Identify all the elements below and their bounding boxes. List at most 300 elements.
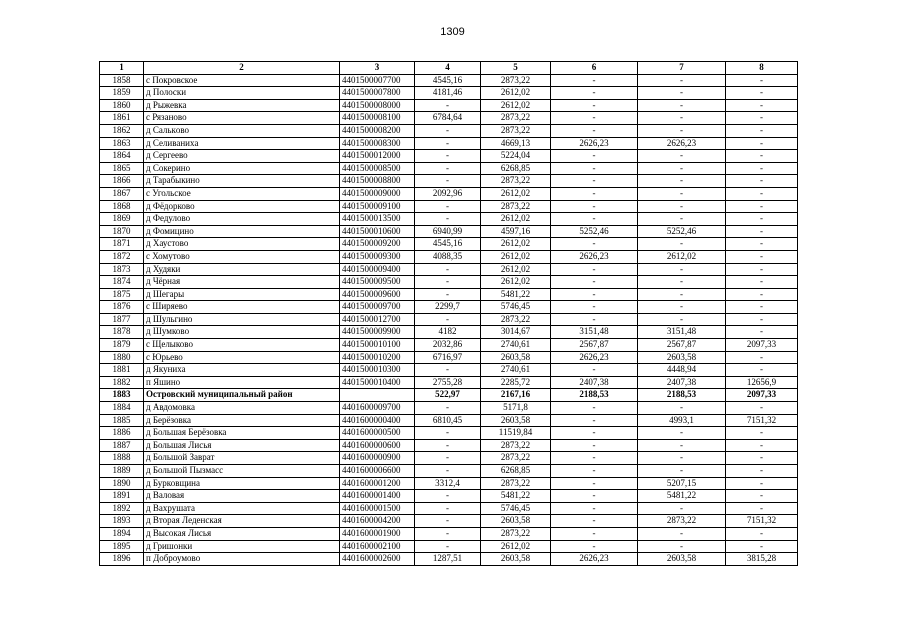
table-cell: 5171,8	[481, 402, 551, 415]
table-cell: 4401600001900	[340, 527, 415, 540]
table-cell: -	[551, 364, 638, 377]
table-cell: 2167,16	[481, 389, 551, 402]
table-row	[100, 124, 798, 137]
table-cell: 1872	[100, 250, 144, 263]
table-cell: 7151,32	[726, 414, 798, 427]
column-header: 3	[340, 62, 415, 75]
table-cell: -	[638, 187, 726, 200]
table-cell: -	[551, 313, 638, 326]
table-cell: 2188,53	[551, 389, 638, 402]
table-cell: с Рязаново	[144, 112, 340, 125]
table-cell: д Шульгино	[144, 313, 340, 326]
table-cell: д Якуниха	[144, 364, 340, 377]
table-cell: 2626,23	[551, 351, 638, 364]
table-cell: п Доброумово	[144, 553, 340, 566]
table-cell: 1876	[100, 301, 144, 314]
table-cell: -	[551, 540, 638, 553]
table-cell: с Юрьево	[144, 351, 340, 364]
table-cell: д Вахрушата	[144, 502, 340, 515]
table-row	[100, 326, 798, 339]
table-cell: -	[551, 402, 638, 415]
table-cell: 1878	[100, 326, 144, 339]
table-row	[100, 502, 798, 515]
table-cell: -	[415, 439, 481, 452]
table-cell: д Федулово	[144, 213, 340, 226]
table-cell: 1896	[100, 553, 144, 566]
table-cell: д Гришонки	[144, 540, 340, 553]
table-cell: 1866	[100, 175, 144, 188]
table-cell: 2603,58	[638, 553, 726, 566]
table-cell: -	[415, 99, 481, 112]
table-cell: 1865	[100, 162, 144, 175]
table-cell: 4401600001200	[340, 477, 415, 490]
table-cell: 4401600000400	[340, 414, 415, 427]
table-cell: -	[551, 276, 638, 289]
table-cell: 2612,02	[481, 213, 551, 226]
table-cell: -	[415, 490, 481, 503]
table-cell: 2873,22	[481, 175, 551, 188]
table-cell: -	[415, 263, 481, 276]
table-cell: 4401500010300	[340, 364, 415, 377]
table-cell: -	[551, 187, 638, 200]
table-cell: -	[551, 213, 638, 226]
table-cell: 1895	[100, 540, 144, 553]
table-row	[100, 427, 798, 440]
table-cell: 1863	[100, 137, 144, 150]
table-cell: -	[726, 187, 798, 200]
table-cell: -	[638, 465, 726, 478]
table-cell: 1891	[100, 490, 144, 503]
table-cell: -	[726, 276, 798, 289]
table-cell: 4182	[415, 326, 481, 339]
table-cell: 2873,22	[638, 515, 726, 528]
table-cell: -	[551, 465, 638, 478]
table-cell: 6940,99	[415, 225, 481, 238]
table-row	[100, 213, 798, 226]
table-cell: -	[551, 263, 638, 276]
table-cell: Островский муниципальный район	[144, 389, 340, 402]
table-row	[100, 313, 798, 326]
table-cell: д Салькoво	[144, 124, 340, 137]
table-cell: 1880	[100, 351, 144, 364]
table-cell: -	[415, 427, 481, 440]
table-cell: 5746,45	[481, 502, 551, 515]
table-cell: 522,97	[415, 389, 481, 402]
table-cell: д Чёрная	[144, 276, 340, 289]
table-cell: 2740,61	[481, 339, 551, 352]
table-row	[100, 87, 798, 100]
table-cell: 4401500009600	[340, 288, 415, 301]
table-cell: -	[638, 288, 726, 301]
table-cell: 4401500012700	[340, 313, 415, 326]
table-cell: 2612,02	[481, 187, 551, 200]
table-cell: -	[551, 452, 638, 465]
table-cell: 2873,22	[481, 477, 551, 490]
table-cell: 4401500008100	[340, 112, 415, 125]
table-cell: 4401500007700	[340, 74, 415, 87]
table-cell: 4401500008200	[340, 124, 415, 137]
table-cell: 1887	[100, 439, 144, 452]
table-cell: с Щелыково	[144, 339, 340, 352]
table-cell: -	[726, 225, 798, 238]
table-cell: -	[638, 112, 726, 125]
table-cell: 4401600004200	[340, 515, 415, 528]
table-cell: 1287,51	[415, 553, 481, 566]
table-cell: 2612,02	[481, 276, 551, 289]
table-cell: 1874	[100, 276, 144, 289]
table-cell: 4401500007800	[340, 87, 415, 100]
table-cell: д Хаустово	[144, 238, 340, 251]
table-row	[100, 477, 798, 490]
table-row	[100, 540, 798, 553]
table-cell: д Рыжевка	[144, 99, 340, 112]
table-cell: -	[726, 112, 798, 125]
table-cell: 4993,1	[638, 414, 726, 427]
table-cell: 4545,16	[415, 74, 481, 87]
table-cell: -	[551, 99, 638, 112]
table-row	[100, 238, 798, 251]
table-cell	[340, 389, 415, 402]
table-cell: 5481,22	[481, 490, 551, 503]
table-cell: -	[638, 439, 726, 452]
table-cell: 12656,9	[726, 376, 798, 389]
table-cell: 2612,02	[481, 87, 551, 100]
column-header: 4	[415, 62, 481, 75]
table-cell: 3151,48	[638, 326, 726, 339]
table-cell: -	[638, 313, 726, 326]
table-cell: 4401500010100	[340, 339, 415, 352]
table-cell: с Покровское	[144, 74, 340, 87]
table-cell: 1860	[100, 99, 144, 112]
table-cell: 5481,22	[638, 490, 726, 503]
table-cell: 1861	[100, 112, 144, 125]
table-row	[100, 225, 798, 238]
table-row	[100, 402, 798, 415]
table-cell: -	[726, 351, 798, 364]
table-cell: -	[726, 477, 798, 490]
table-cell: 1869	[100, 213, 144, 226]
table-cell: -	[726, 200, 798, 213]
table-cell: -	[638, 175, 726, 188]
column-header: 2	[144, 62, 340, 75]
table-cell: д Валовая	[144, 490, 340, 503]
table-cell: -	[551, 150, 638, 163]
table-cell: -	[726, 326, 798, 339]
table-cell: 2407,38	[551, 376, 638, 389]
table-cell: -	[726, 452, 798, 465]
table-row	[100, 150, 798, 163]
table-cell: 2873,22	[481, 124, 551, 137]
table-cell: 3312,4	[415, 477, 481, 490]
table-cell: 1881	[100, 364, 144, 377]
table-cell: -	[415, 515, 481, 528]
table-cell: 1892	[100, 502, 144, 515]
table-cell: 4597,16	[481, 225, 551, 238]
table-cell: 5252,46	[638, 225, 726, 238]
table-cell: 2285,72	[481, 376, 551, 389]
table-cell: 5481,22	[481, 288, 551, 301]
table-cell: -	[415, 288, 481, 301]
table-cell: 1871	[100, 238, 144, 251]
table-cell: -	[638, 213, 726, 226]
table-row	[100, 301, 798, 314]
table-cell: 2603,58	[481, 414, 551, 427]
table-cell: -	[638, 87, 726, 100]
table-cell: 4401500010400	[340, 376, 415, 389]
table-cell: 7151,32	[726, 515, 798, 528]
table-cell: -	[415, 402, 481, 415]
table-cell: 5252,46	[551, 225, 638, 238]
table-cell: -	[415, 364, 481, 377]
table-cell: -	[638, 540, 726, 553]
table-cell: 4401600001500	[340, 502, 415, 515]
table-cell: д Полоски	[144, 87, 340, 100]
table-cell: -	[638, 402, 726, 415]
table-cell: -	[415, 213, 481, 226]
table-cell: 2612,02	[638, 250, 726, 263]
table-cell: -	[415, 465, 481, 478]
table-cell: 1867	[100, 187, 144, 200]
table-row	[100, 175, 798, 188]
table-cell: д Тарабыкино	[144, 175, 340, 188]
table-cell: 2603,58	[481, 553, 551, 566]
table-cell: -	[551, 124, 638, 137]
table-row	[100, 250, 798, 263]
table-cell: -	[726, 288, 798, 301]
table-cell: д Большой Заврат	[144, 452, 340, 465]
table-cell: -	[415, 162, 481, 175]
table-cell: 6268,85	[481, 162, 551, 175]
table-cell: 3815,28	[726, 553, 798, 566]
table-cell: -	[726, 439, 798, 452]
table-cell: д Худяки	[144, 263, 340, 276]
table-cell: -	[551, 527, 638, 540]
table-cell: д Большой Пызмасс	[144, 465, 340, 478]
table-cell: п Яшино	[144, 376, 340, 389]
table-cell: 1889	[100, 465, 144, 478]
table-cell: -	[726, 124, 798, 137]
table-cell: 6784,64	[415, 112, 481, 125]
table-cell: -	[551, 74, 638, 87]
data-table	[99, 61, 798, 566]
table-row	[100, 414, 798, 427]
table-cell: -	[638, 238, 726, 251]
table-cell: -	[638, 150, 726, 163]
table-cell: д Бурковщина	[144, 477, 340, 490]
table-cell: 3151,48	[551, 326, 638, 339]
table-cell: 1893	[100, 515, 144, 528]
table-cell: -	[415, 540, 481, 553]
table-cell: 2097,33	[726, 339, 798, 352]
table-cell: -	[551, 87, 638, 100]
table-row	[100, 490, 798, 503]
column-header: 1	[100, 62, 144, 75]
table-cell: -	[726, 137, 798, 150]
table-cell: 6716,97	[415, 351, 481, 364]
table-row	[100, 452, 798, 465]
table-cell: 4401500008800	[340, 175, 415, 188]
table-cell: 1862	[100, 124, 144, 137]
table-row	[100, 376, 798, 389]
table-row	[100, 339, 798, 352]
table-cell: 4401500008300	[340, 137, 415, 150]
table-cell: -	[726, 402, 798, 415]
table-cell: 2755,28	[415, 376, 481, 389]
table-cell: -	[726, 250, 798, 263]
table-cell: 2740,61	[481, 364, 551, 377]
table-body	[100, 74, 798, 565]
table-cell: 2567,87	[551, 339, 638, 352]
table-cell: д Шегары	[144, 288, 340, 301]
table-row	[100, 162, 798, 175]
table-cell: -	[726, 313, 798, 326]
table-cell: 4401600001400	[340, 490, 415, 503]
table-cell: с Угольское	[144, 187, 340, 200]
header-row	[100, 62, 798, 75]
table-cell: -	[638, 452, 726, 465]
table-cell: 1890	[100, 477, 144, 490]
table-cell: -	[726, 364, 798, 377]
table-cell: 1864	[100, 150, 144, 163]
table-cell: 2873,22	[481, 452, 551, 465]
table-cell: -	[726, 490, 798, 503]
table-cell: 2188,53	[638, 389, 726, 402]
table-cell: 4401600006600	[340, 465, 415, 478]
table-cell: 5746,45	[481, 301, 551, 314]
table-row	[100, 137, 798, 150]
table-cell: 4545,16	[415, 238, 481, 251]
table-cell: 2612,02	[481, 540, 551, 553]
table-cell: 1868	[100, 200, 144, 213]
table-cell: 2873,22	[481, 439, 551, 452]
table-cell: 4401500009700	[340, 301, 415, 314]
table-cell: -	[726, 238, 798, 251]
table-cell: 2567,87	[638, 339, 726, 352]
table-cell: 1886	[100, 427, 144, 440]
table-row	[100, 389, 798, 402]
table-cell: д Шумково	[144, 326, 340, 339]
table-cell: 2407,38	[638, 376, 726, 389]
table-cell: -	[726, 162, 798, 175]
table-cell: 4401500008500	[340, 162, 415, 175]
table-cell: 4401600009700	[340, 402, 415, 415]
table-row	[100, 288, 798, 301]
table-row	[100, 263, 798, 276]
table-row	[100, 439, 798, 452]
table-cell: 1870	[100, 225, 144, 238]
table-cell: -	[551, 238, 638, 251]
table-cell: 2873,22	[481, 74, 551, 87]
table-cell: -	[551, 112, 638, 125]
table-cell: 6810,45	[415, 414, 481, 427]
table-cell: 1859	[100, 87, 144, 100]
column-header: 6	[551, 62, 638, 75]
table-cell: 2097,33	[726, 389, 798, 402]
table-cell: -	[638, 74, 726, 87]
table-cell: 1882	[100, 376, 144, 389]
table-cell: -	[726, 263, 798, 276]
table-cell: -	[638, 427, 726, 440]
table-cell: 2603,58	[638, 351, 726, 364]
table-cell: д Фёдорково	[144, 200, 340, 213]
table-row	[100, 515, 798, 528]
table-row	[100, 112, 798, 125]
table-cell: 11519,84	[481, 427, 551, 440]
table-row	[100, 527, 798, 540]
table-cell: 4401600000600	[340, 439, 415, 452]
table-cell: -	[726, 502, 798, 515]
table-cell: -	[551, 288, 638, 301]
table-cell: -	[415, 200, 481, 213]
table-cell: 4401500009900	[340, 326, 415, 339]
table-row	[100, 99, 798, 112]
table-cell: д Сокерино	[144, 162, 340, 175]
table-row	[100, 364, 798, 377]
table-cell: 3014,67	[481, 326, 551, 339]
table-cell: 1894	[100, 527, 144, 540]
table-cell: 1884	[100, 402, 144, 415]
table-cell: 1879	[100, 339, 144, 352]
table-cell: 2612,02	[481, 250, 551, 263]
table-cell: 4669,13	[481, 137, 551, 150]
table-cell: -	[726, 540, 798, 553]
table-cell: 2603,58	[481, 351, 551, 364]
table-cell: 1877	[100, 313, 144, 326]
table-cell: -	[415, 452, 481, 465]
table-cell: 6268,85	[481, 465, 551, 478]
table-cell: 4401500009000	[340, 187, 415, 200]
table-cell: 2603,58	[481, 515, 551, 528]
table-cell: -	[415, 313, 481, 326]
table-cell: -	[726, 150, 798, 163]
table-cell: -	[726, 465, 798, 478]
page-number: 1309	[440, 26, 465, 38]
table-cell: 4401500009100	[340, 200, 415, 213]
table-row	[100, 553, 798, 566]
table-cell: -	[638, 200, 726, 213]
table-row	[100, 200, 798, 213]
table-cell: 4401500013500	[340, 213, 415, 226]
table-cell: -	[638, 301, 726, 314]
table-cell: 2873,22	[481, 313, 551, 326]
column-header: 5	[481, 62, 551, 75]
table-cell: -	[551, 477, 638, 490]
table-cell: д Берёзовка	[144, 414, 340, 427]
table-cell: д Фомицино	[144, 225, 340, 238]
table-cell: -	[638, 99, 726, 112]
table-cell: -	[726, 87, 798, 100]
table-cell: 1875	[100, 288, 144, 301]
table-cell: 4401500009300	[340, 250, 415, 263]
table-cell: -	[551, 175, 638, 188]
table-row	[100, 276, 798, 289]
table-cell: 4401600002600	[340, 553, 415, 566]
table-cell: -	[415, 124, 481, 137]
table-cell: с Хомутово	[144, 250, 340, 263]
table-row	[100, 187, 798, 200]
table-cell: 1858	[100, 74, 144, 87]
table-cell: 4401600000500	[340, 427, 415, 440]
table-cell: 5207,15	[638, 477, 726, 490]
table-cell: -	[551, 502, 638, 515]
table-cell: д Вторая Леденская	[144, 515, 340, 528]
table-cell: -	[726, 301, 798, 314]
table-cell: -	[726, 427, 798, 440]
table-cell: 4401500008000	[340, 99, 415, 112]
table-cell: 4401500009200	[340, 238, 415, 251]
table-cell: 1873	[100, 263, 144, 276]
table-cell: -	[415, 276, 481, 289]
